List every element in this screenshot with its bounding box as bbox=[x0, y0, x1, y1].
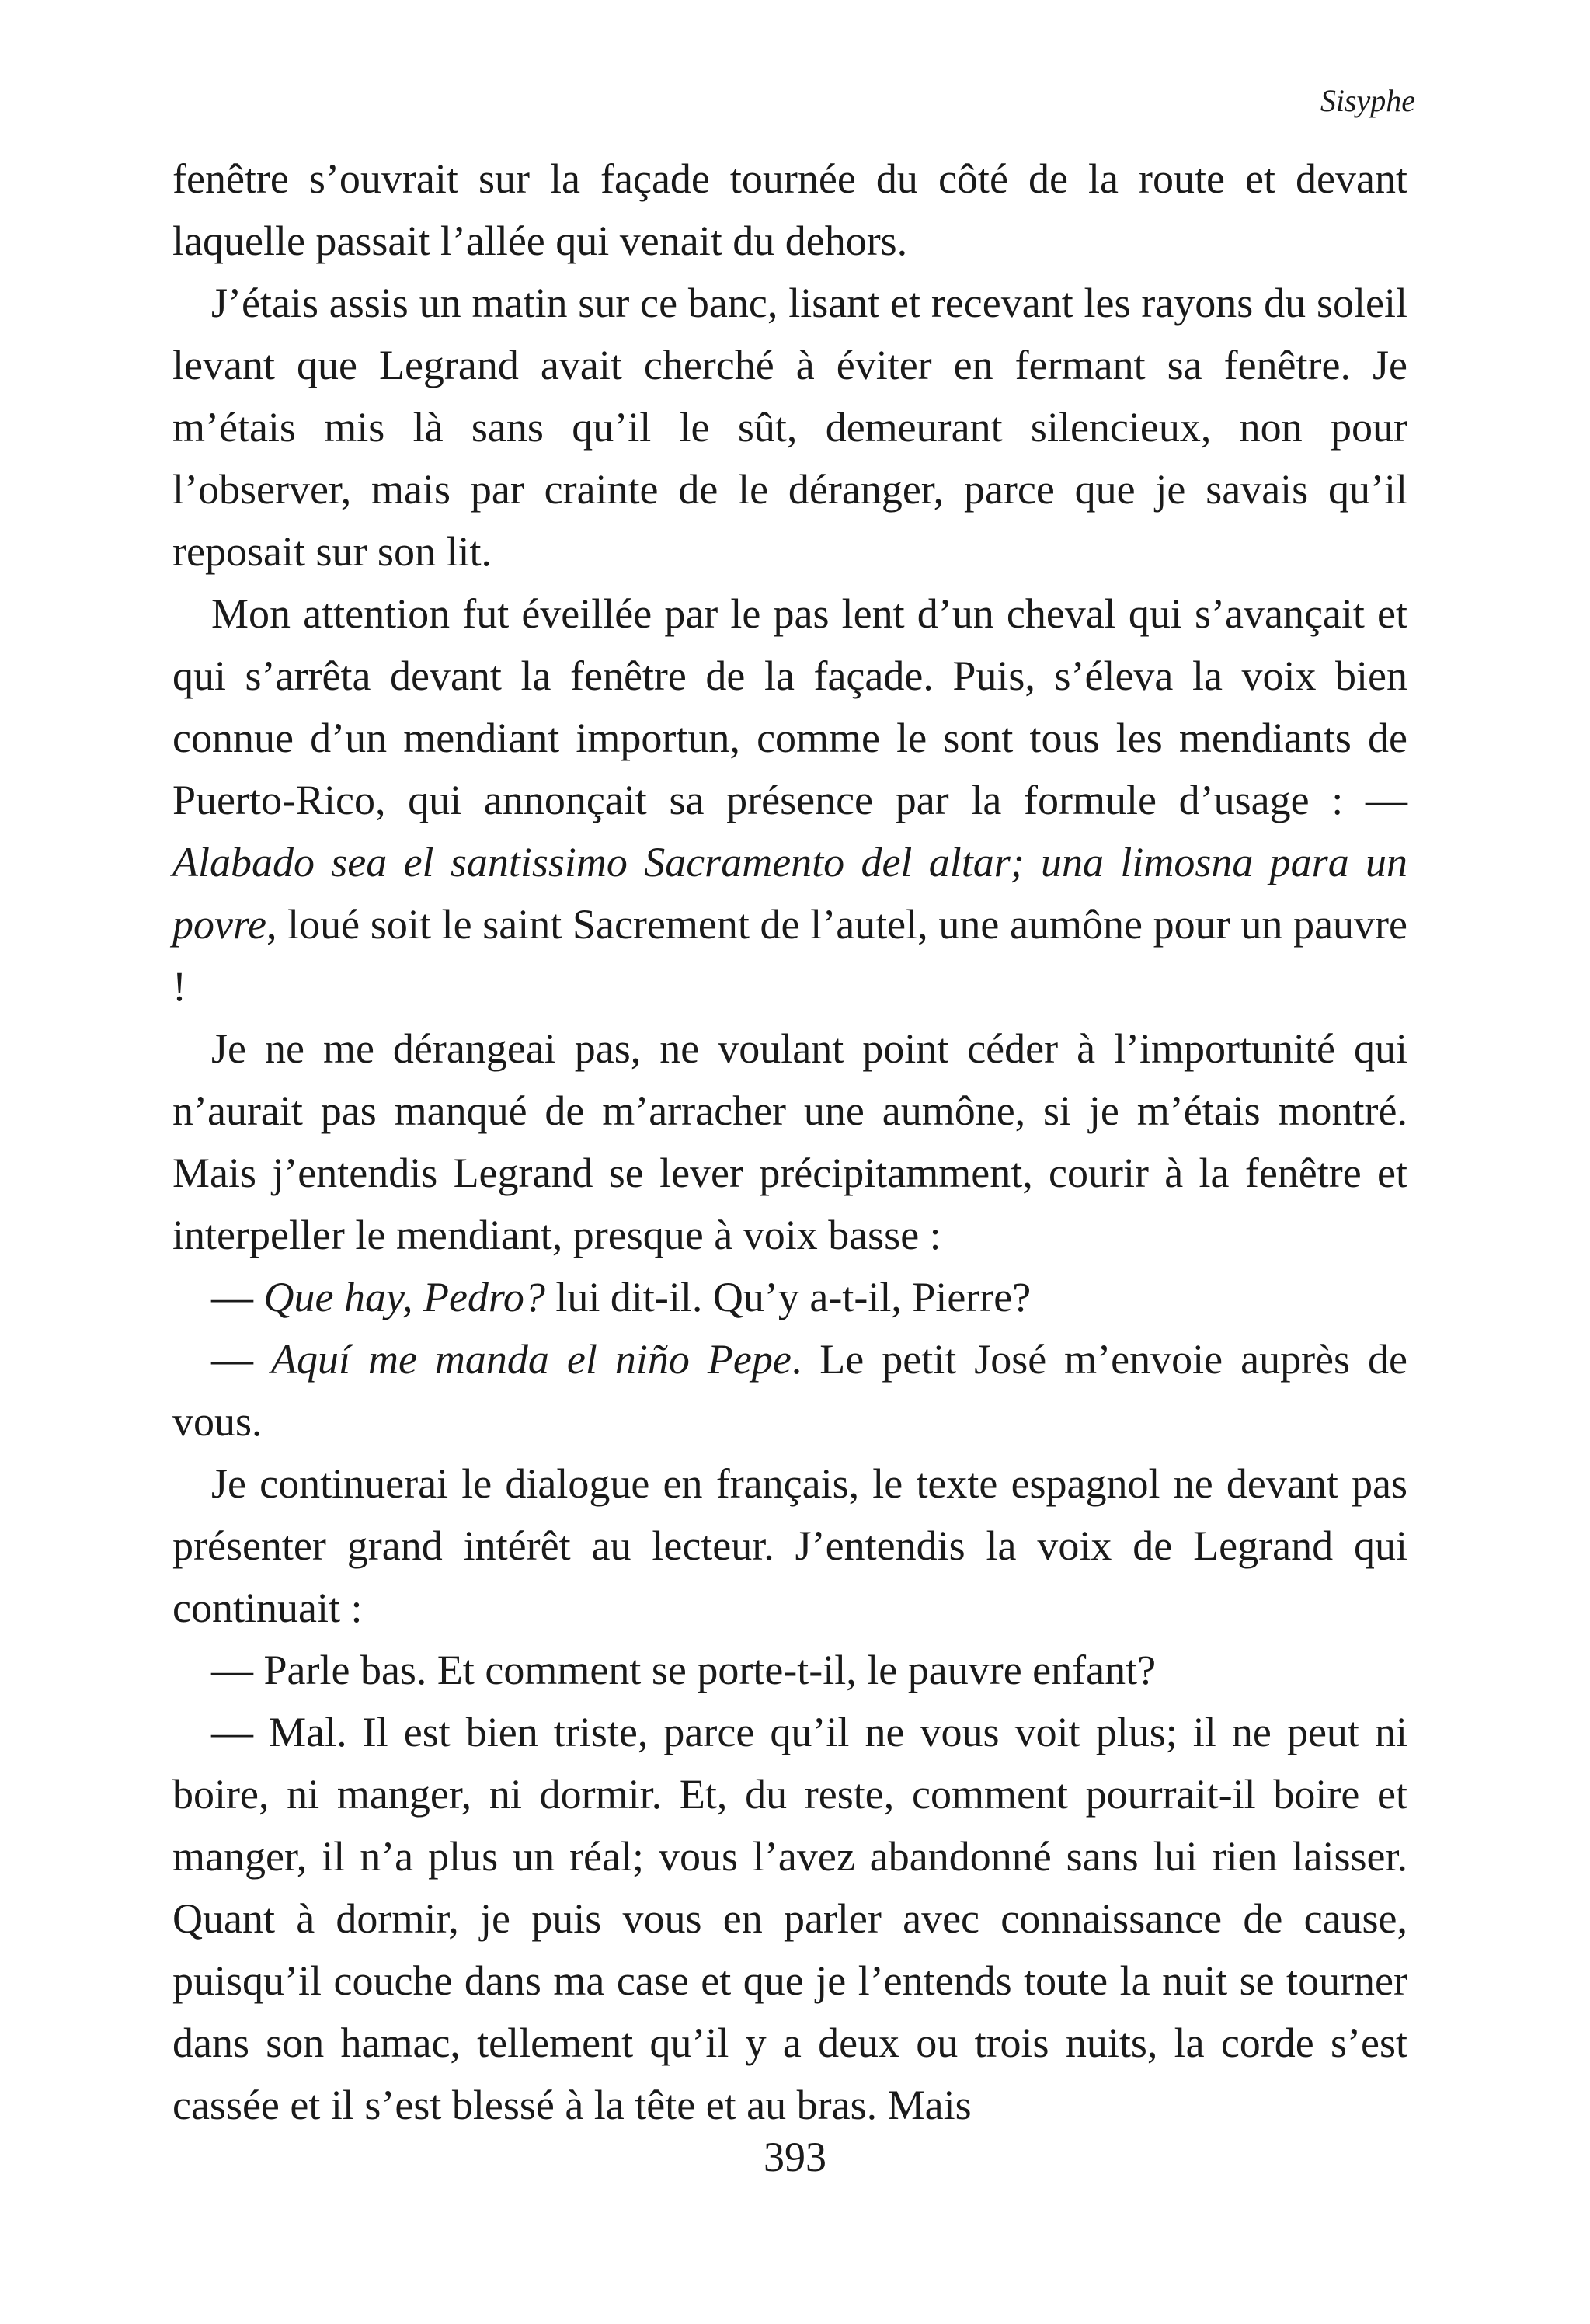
paragraph-with-spanish-quote bbox=[172, 583, 1407, 1018]
dialogue-line: — Parle bas. Et comment se porte-t-il, le pauvre enfant? bbox=[211, 1647, 1157, 1693]
spanish-quote: Que hay, Pedro? bbox=[263, 1274, 545, 1320]
dialogue-dash: — bbox=[211, 1336, 271, 1383]
dialogue-line bbox=[172, 1266, 1407, 1328]
dialogue-line: — Mal. Il est bien triste, parce qu’il ne vous voit plus; il ne peut ni boire, ni manger, ni dormir. Et, du reste, comment pourrait-il boire et manger, il n’a plus un réal; vous l’avez abandonné sans lui rien laisser. Quant à dormir, je puis vous en parler avec connaissance de cause, puisqu’il couche dans ma case et que je l’entends toute la nuit se tourner dans son hamac, tellement qu’il y a deux ou trois nuits, la corde s’est cassée et il s’est blessé à la tête et au bras. Mais bbox=[172, 1709, 1407, 2128]
body-text bbox=[172, 148, 1407, 2136]
running-head: Sisyphe bbox=[1320, 83, 1415, 118]
spanish-quote: Alabado sea el santissimo Sacramento del altar; una limosna para un povre bbox=[172, 839, 1407, 948]
dialogue-dash: — bbox=[211, 1274, 264, 1320]
dialogue-line bbox=[172, 1328, 1407, 1452]
paragraph-text: , loué soit le saint Sacrement de l’autel, une aumône pour un pauvre ! bbox=[172, 901, 1407, 1010]
paragraph: Je continuerai le dialogue en français, le texte espagnol ne devant pas présenter grand intérêt au lecteur. J’entendis la voix de Legrand qui continuait : bbox=[172, 1460, 1407, 1631]
paragraph-text: Mon attention fut éveillée par le pas lent d’un cheval qui s’avançait et qui s’arrêta devant la fenêtre de la façade. Puis, s’éleva la voix bien connue d’un mendiant importun, comme le sont tous les mendiants de Puerto-Rico, qui annonçait sa présence par la formule d’usage : — bbox=[172, 590, 1407, 823]
paragraph-continued: fenêtre s’ouvrait sur la façade tournée du côté de la route et devant laquelle passait l’allée qui venait du dehors. bbox=[172, 155, 1407, 264]
page-number: 393 bbox=[764, 2134, 826, 2180]
paragraph: Je ne me dérangeai pas, ne voulant point céder à l’importunité qui n’aurait pas manqué de m’arracher une aumône, si je m’étais montré. Mais j’entendis Legrand se lever précipitamment, courir à la fenêtre et interpeller le mendiant, presque à voix basse : bbox=[172, 1025, 1407, 1258]
spanish-quote: Aquí me manda el niño Pepe bbox=[271, 1336, 792, 1383]
dialogue-text: lui dit-il. Qu’y a-t-il, Pierre? bbox=[544, 1274, 1032, 1320]
dialogue-text: . Le petit José m’envoie auprès de vous. bbox=[172, 1336, 1407, 1445]
paragraph: J’étais assis un matin sur ce banc, lisant et recevant les rayons du soleil levant que Legrand avait cherché à éviter en fermant sa fenêtre. Je m’étais mis là sans qu’il le sût, demeurant silencieux, non pour l’observer, mais par crainte de le déranger, parce que je savais qu’il reposait sur son lit. bbox=[172, 280, 1407, 575]
